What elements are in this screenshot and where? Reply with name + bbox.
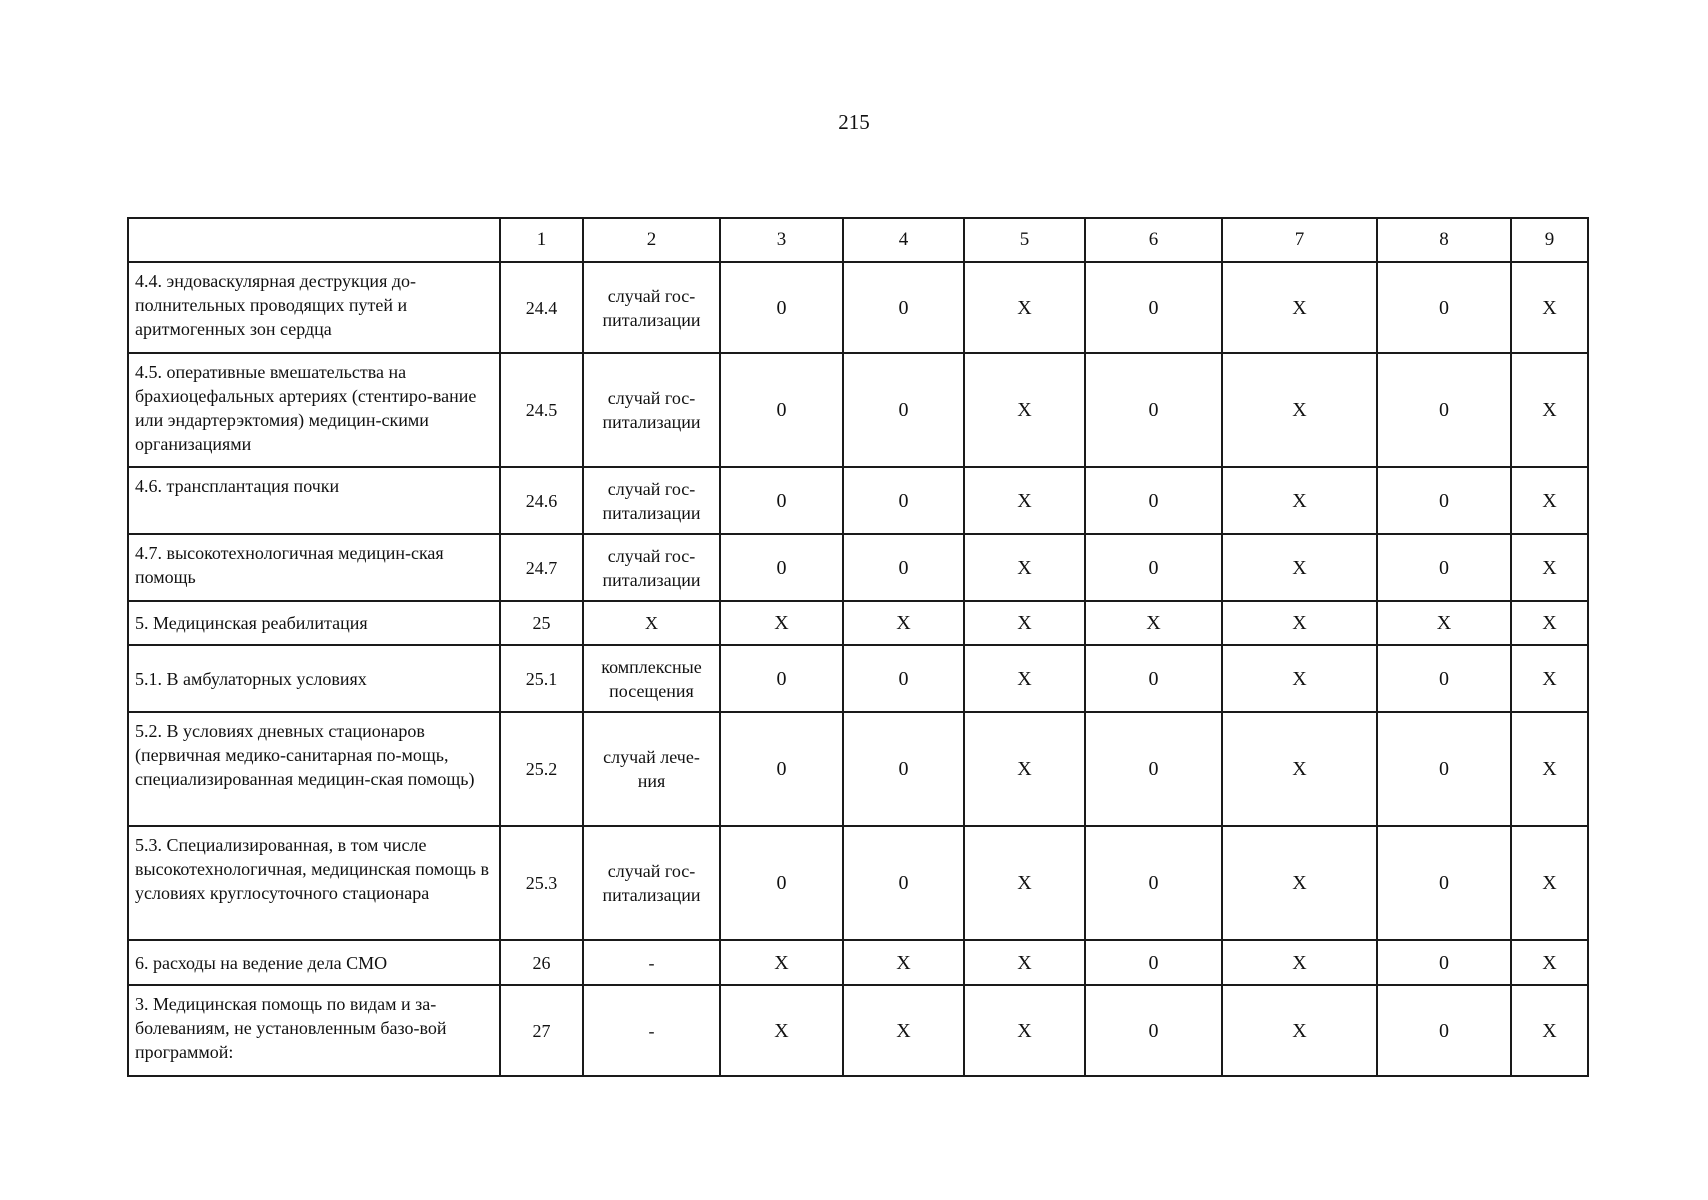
row-value-cell-c5: X — [964, 940, 1085, 985]
row-value-cell-c8: 0 — [1377, 826, 1511, 940]
header-cell-1: 1 — [500, 218, 583, 262]
row-value-cell-c6: 0 — [1085, 645, 1222, 712]
row-value-cell-c6: 0 — [1085, 353, 1222, 467]
row-value-cell-c7: X — [1222, 826, 1377, 940]
row-value-cell-c4: 0 — [843, 712, 964, 826]
row-unit-cell: случай гос-питализации — [583, 262, 720, 353]
table-row — [128, 601, 1588, 645]
row-value-cell-c4: 0 — [843, 534, 964, 601]
row-value-cell-c8: 0 — [1377, 712, 1511, 826]
row-value-cell-c5: X — [964, 826, 1085, 940]
data-table — [127, 217, 1589, 1077]
row-name-cell: 4.7. высокотехнологичная медицин-ская помощь — [128, 534, 500, 601]
row-unit-cell: случай гос-питализации — [583, 353, 720, 467]
header-cell-6: 6 — [1085, 218, 1222, 262]
row-value-cell-c6: 0 — [1085, 712, 1222, 826]
row-name-cell: 6. расходы на ведение дела СМО — [128, 940, 500, 985]
header-cell-7: 7 — [1222, 218, 1377, 262]
header-cell-3: 3 — [720, 218, 843, 262]
row-name-cell: 5. Медицинская реабилитация — [128, 601, 500, 645]
row-unit-cell: случай лече-ния — [583, 712, 720, 826]
table-row — [128, 645, 1588, 712]
row-value-cell-c3: 0 — [720, 645, 843, 712]
row-name-cell: 4.5. оперативные вмешательства на брахиоцефальных артериях (стентиро-вание или эндартерэктомия) медицин-скими организациями — [128, 353, 500, 467]
row-value-cell-c3: 0 — [720, 467, 843, 534]
row-name-cell: 5.2. В условиях дневных стационаров (первичная медико-санитарная по-мощь, специализированная медицин-ская помощь) — [128, 712, 500, 826]
row-unit-cell: - — [583, 985, 720, 1076]
table-row — [128, 712, 1588, 826]
header-cell-9: 9 — [1511, 218, 1588, 262]
row-value-cell-c9: X — [1511, 534, 1588, 601]
row-value-cell-c8: 0 — [1377, 262, 1511, 353]
row-value-cell-c5: X — [964, 467, 1085, 534]
row-value-cell-c7: X — [1222, 467, 1377, 534]
row-value-cell-c6: 0 — [1085, 262, 1222, 353]
row-value-cell-c3: X — [720, 985, 843, 1076]
row-value-cell-c4: X — [843, 985, 964, 1076]
row-value-cell-c8: 0 — [1377, 985, 1511, 1076]
row-value-cell-c4: X — [843, 601, 964, 645]
row-value-cell-c9: X — [1511, 601, 1588, 645]
row-unit-cell: случай гос-питализации — [583, 534, 720, 601]
row-value-cell-c5: X — [964, 712, 1085, 826]
row-value-cell-c9: X — [1511, 645, 1588, 712]
row-value-cell-c7: X — [1222, 940, 1377, 985]
row-value-cell-c6: 0 — [1085, 940, 1222, 985]
row-name-cell: 3. Медицинская помощь по видам и за-болеваниям, не установленным базо-вой программой: — [128, 985, 500, 1076]
row-value-cell-c4: X — [843, 940, 964, 985]
row-value-cell-c3: 0 — [720, 534, 843, 601]
header-cell-2: 2 — [583, 218, 720, 262]
row-value-cell-c3: X — [720, 940, 843, 985]
header-cell-0 — [128, 218, 500, 262]
row-value-cell-c9: X — [1511, 467, 1588, 534]
row-value-cell-c9: X — [1511, 712, 1588, 826]
row-value-cell-c6: 0 — [1085, 534, 1222, 601]
row-value-cell-c7: X — [1222, 645, 1377, 712]
row-value-cell-c5: X — [964, 534, 1085, 601]
page-number: 215 — [838, 110, 870, 134]
table-row — [128, 353, 1588, 467]
row-code-cell: 25.3 — [500, 826, 583, 940]
row-name-cell: 5.1. В амбулаторных условиях — [128, 645, 500, 712]
row-value-cell-c6: 0 — [1085, 467, 1222, 534]
row-value-cell-c4: 0 — [843, 826, 964, 940]
table-row — [128, 985, 1588, 1076]
row-code-cell: 26 — [500, 940, 583, 985]
row-unit-cell: комплексные посещения — [583, 645, 720, 712]
row-value-cell-c8: X — [1377, 601, 1511, 645]
row-code-cell: 27 — [500, 985, 583, 1076]
row-value-cell-c3: X — [720, 601, 843, 645]
row-value-cell-c5: X — [964, 353, 1085, 467]
row-code-cell: 25.1 — [500, 645, 583, 712]
row-value-cell-c7: X — [1222, 985, 1377, 1076]
header-cell-8: 8 — [1377, 218, 1511, 262]
row-value-cell-c8: 0 — [1377, 645, 1511, 712]
row-unit-cell: случай гос-питализации — [583, 826, 720, 940]
row-code-cell: 24.7 — [500, 534, 583, 601]
table-header-row — [128, 218, 1588, 262]
row-value-cell-c8: 0 — [1377, 467, 1511, 534]
row-value-cell-c3: 0 — [720, 712, 843, 826]
row-value-cell-c5: X — [964, 262, 1085, 353]
row-value-cell-c7: X — [1222, 353, 1377, 467]
table-row — [128, 534, 1588, 601]
row-unit-cell: случай гос-питализации — [583, 467, 720, 534]
row-value-cell-c7: X — [1222, 534, 1377, 601]
row-value-cell-c4: 0 — [843, 353, 964, 467]
row-value-cell-c6: X — [1085, 601, 1222, 645]
row-value-cell-c6: 0 — [1085, 826, 1222, 940]
table-body — [128, 218, 1588, 1076]
row-unit-cell: - — [583, 940, 720, 985]
row-value-cell-c9: X — [1511, 985, 1588, 1076]
row-value-cell-c3: 0 — [720, 262, 843, 353]
row-value-cell-c7: X — [1222, 712, 1377, 826]
row-value-cell-c8: 0 — [1377, 940, 1511, 985]
row-value-cell-c4: 0 — [843, 467, 964, 534]
row-value-cell-c7: X — [1222, 262, 1377, 353]
row-value-cell-c9: X — [1511, 826, 1588, 940]
row-value-cell-c9: X — [1511, 262, 1588, 353]
row-code-cell: 25 — [500, 601, 583, 645]
header-cell-4: 4 — [843, 218, 964, 262]
row-value-cell-c5: X — [964, 985, 1085, 1076]
row-value-cell-c8: 0 — [1377, 534, 1511, 601]
row-code-cell: 25.2 — [500, 712, 583, 826]
row-value-cell-c4: 0 — [843, 262, 964, 353]
header-cell-5: 5 — [964, 218, 1085, 262]
row-name-cell: 4.6. трансплантация почки — [128, 467, 500, 534]
row-value-cell-c7: X — [1222, 601, 1377, 645]
row-value-cell-c4: 0 — [843, 645, 964, 712]
row-code-cell: 24.4 — [500, 262, 583, 353]
row-value-cell-c3: 0 — [720, 353, 843, 467]
row-code-cell: 24.5 — [500, 353, 583, 467]
row-value-cell-c5: X — [964, 645, 1085, 712]
row-value-cell-c5: X — [964, 601, 1085, 645]
row-value-cell-c9: X — [1511, 940, 1588, 985]
row-value-cell-c9: X — [1511, 353, 1588, 467]
row-name-cell: 5.3. Специализированная, в том числе высокотехнологичная, медицинская помощь в условиях круглосуточного стационара — [128, 826, 500, 940]
table-row — [128, 826, 1588, 940]
table-row — [128, 467, 1588, 534]
row-value-cell-c3: 0 — [720, 826, 843, 940]
table-row — [128, 262, 1588, 353]
row-unit-cell: X — [583, 601, 720, 645]
row-value-cell-c6: 0 — [1085, 985, 1222, 1076]
row-value-cell-c8: 0 — [1377, 353, 1511, 467]
table-row — [128, 940, 1588, 985]
row-code-cell: 24.6 — [500, 467, 583, 534]
data-table-container — [127, 217, 1587, 1077]
row-name-cell: 4.4. эндоваскулярная деструкция до-полнительных проводящих путей и аритмогенных зон сердца — [128, 262, 500, 353]
